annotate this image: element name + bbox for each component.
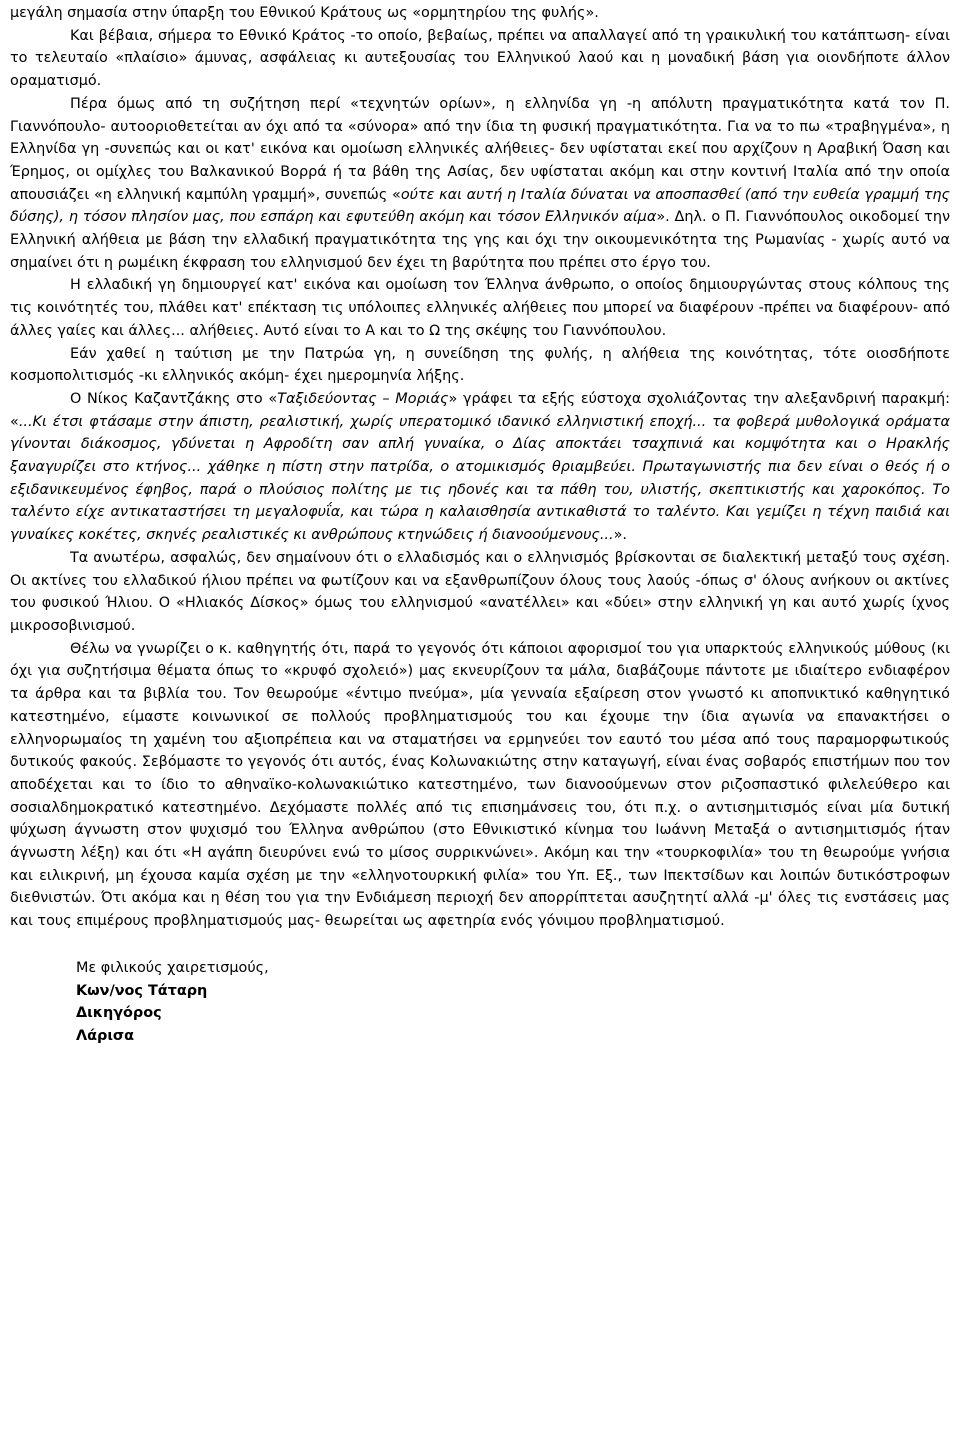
signature-name: Κων/νος Τάταρη <box>76 982 208 999</box>
paragraphs-paragraph <box>10 2 950 25</box>
text-segment: » γράφει τα εξής εύστοχα σχολιάζοντας την αλεξανδρινή παρακμή: « <box>10 390 950 430</box>
text-segment: Και βέβαια, σήμερα το Εθνικό Κράτος -το οποίο, βεβαίως, πρέπει να απαλλαγεί από τη γραικυλική του κατάπτωση- είναι το τελευταίο «πλαίσιο» άμυνας, ασφάλειας κι αυτεξουσίας του Ελληνικού λαού και η μοναδική βάση για οιονδήποτε άλλον οραματισμό. <box>10 27 950 90</box>
text-segment: μεγάλη σημασία στην ύπαρξη του Εθνικού Κράτους ως «ορμητηρίου της φυλής». <box>10 5 599 21</box>
text-segment: ούτε και αυτή η Ιταλία δύναται να αποσπασθεί (από την ευθεία γραμμή της δύσης), η τόσον πλησίον μας, που εσπάρη και εφυτεύθη ακόμη και τόσον Ελληνικόν αίμα <box>10 186 950 226</box>
text-segment: Η ελλαδική γη δημιουργεί κατ' εικόνα και ομοίωση τον Έλληνα άνθρωπο, ο οποίος δημιουργώντας στους κόλπους της τις κοινότητές του, πλάθει κατ' επέκταση τις υπόλοιπες ελληνικές αλήθειες που μπορεί να διαφέρουν -πρέπει να διαφέρουν- από άλλες γαίες και άλλες... αλήθειες. Αυτό είναι το Α και το Ω της σκέψης του Γιαννόπουλου. <box>10 277 950 339</box>
text-segment: Εάν χαθεί η ταύτιση με την Πατρώα γη, η συνείδηση της φυλής, η αλήθεια της κοινότητας, τότε οιοσδήποτε κοσμοπολιτισμός -κι ελληνικός ακόμη- έχει ημερομηνία λήξης. <box>10 345 950 385</box>
signature-role: Δικηγόρος <box>76 1005 162 1022</box>
text-segment: ». Δηλ. ο Π. Γιαννόπουλος οικοδομεί την Ελληνική αλήθεια με βάση την ελλαδική πραγματικότητα της γης και όχι την οικουμενικότητα της Ρωμανίας - χωρίς αυτό να σημαίνει ότι η ρωμέικη έκφραση του ελληνισμού δεν έχει τη βαρύτητα που πρέπει στο έργο του. <box>10 209 951 271</box>
paragraphs-paragraph <box>10 388 950 547</box>
text-segment: Πέρα όμως από τη συζήτηση περί «τεχνητών ορίων», η ελληνίδα γη -η απόλυτη πραγματικότητα κατά τον Π. Γιαννόπουλο- αυτοοριοθετείται αν όχι από τα «σύνορα» από την ίδια τη φυσική πραγματικότητα. Για να το πω «τραβηγμένα», η Ελληνίδα γη -συνεπώς και οι κατ' εικόνα και ομοίωση ελληνικές αλήθειες- δεν υφίσταται εκεί που αρχίζουν η Αραβική Όαση και Έρημος, οι ομίχλες του Βαλκανικού Βορρά ή τα βάθη της Ασίας, δεν υφίσταται ακόμη και στην κοντινή Ιταλία από την οποία απουσιάζει «η ελληνική καμπύλη γραμμή», συνεπώς « <box>10 95 950 203</box>
paragraphs-paragraph <box>10 547 950 638</box>
text-segment: ». <box>613 527 627 544</box>
paragraphs-paragraph <box>10 93 950 275</box>
paragraphs-paragraph <box>10 274 950 342</box>
paragraphs-paragraph <box>10 638 950 933</box>
text-segment: ...Κι έτσι φτάσαμε στην άπιστη, ρεαλιστική, χωρίς υπερατομικό ιδανικό ελληνιστική εποχή... τα φοβερά μυθολογικά οράματα γίνονται διάκοσμος, γδύνεται η Αφροδίτη σαν απλή γυναίκα, ο Δίας αποκτάει τσαχπινιά και κομψότητα και ο Ηρακλής ξαναγυρίζει στο κτήνος... χάθηκε η πίστη στην πατρίδα, ο ατομικισμός θριαμβεύει. Πρωταγωνιστής πια δεν είναι ο θεός ή ο εξιδανικευμένος έφηβος, παρά ο πλούσιος πολίτης με τις ηδονές και τα πάθη του, υλιστής, σκεπτικιστής και χαροκόπος. Το ταλέντο είχε αντικαταστήσει τη μεγαλοφυΐα, και τώρα η καλαισθησία αντικαθιστά το ταλέντο. Και γεμίζει η τέχνη παιδιά και γυναίκες κοκέτες, σκηνές ρεαλιστικές κι ανθρώπους κτηνώδεις ή διανοούμενους... <box>10 413 950 544</box>
signature-greeting: Με φιλικούς χαιρετισμούς, <box>76 959 269 976</box>
letter-body <box>10 2 950 933</box>
text-segment: Τα ανωτέρω, ασφαλώς, δεν σημαίνουν ότι ο ελλαδισμός και ο ελληνισμός βρίσκονται σε διαλεκτική μεταξύ τους σχέση. Οι ακτίνες του ελλαδικού ήλιου πρέπει να φωτίζουν και να εξανθρωπίζουν όλους τους λαούς -όπως σ' όλους ανήκουν οι ακτίνες του φυσικού Ήλιου. Ο «Ηλιακός Δίσκος» όμως του ελληνισμού «ανατέλλει» και «δύει» στην ελληνική γη και αυτό χωρίς ίχνος μικροσοβινισμού. <box>10 549 950 634</box>
signature-block <box>76 957 950 1048</box>
signature-city: Λάρισα <box>76 1027 135 1044</box>
paragraphs-paragraph <box>10 343 950 388</box>
text-segment: Θέλω να γνωρίζει ο κ. καθηγητής ότι, παρά το γεγονός ότι κάποιοι αφορισμοί του για υπαρκτούς ελληνικούς μύθους (κι όχι για συζητήσιμα θέματα όπως το «κρυφό σχολειό») μας εκνευρίζουν τα μάλα, διαβάζουμε πάντοτε με ιδιαίτερο ενδιαφέρον τα άρθρα και τα βιβλία του. Τον θεωρούμε «έντιμο πνεύμα», μία γενναία εξαίρεση στον γνωστό κι αποπνικτικό καθηγητικό κατεστημένο, είμαστε κοινωνικοί σε πολλούς προβληματισμούς του και έχουμε την ίδια αγωνία να επανακτήσει ο ελληνορωμαίος τη χαμένη του αξιοπρέπεια και να σταματήσει να ερμηνεύει τον εαυτό του μέσα από τους παραμορφωτικούς δυτικούς φακούς. Σεβόμαστε το γεγονός ότι αυτός, ένας Κολωνακιώτης στην καταγωγή, είναι ένας σοβαρός επιστήμων που τον αποδέχεται και το ίδιο το αθηναϊκο-κολωνακιώτικο κατεστημένο, των διανοούμενων στον ριζοσπαστικό φιλελεύθερο και σοσιαλδημοκρατικό κατεστημένο. Δεχόμαστε πολλές από τις επισημάνσεις του, ότι π.χ. ο αντισημιτισμός είναι μία δυτική ψύχωση άγνωστη στον ψυχισμό του Έλληνα ανθρώπου (στο Εθνικιστικό κίνημα του Ιωάννη Μεταξά ο αντισημιτισμός ήταν άγνωστη λέξη) και ότι «Η αγάπη διευρύνει ενώ το μίσος συρρικνώνει». Ακόμη και την «τουρκοφιλία» του τη θεωρούμε γνήσια και ειλικρινή, μη έχουσα καμία σχέση με την «ελληνοτουρκική φιλία» του Υπ. Εξ., των Ιπεκτσίδων και λοιπών δυτικόστροφων διεθνιστών. Ότι ακόμα και η θέση του για την Ενδιάμεση περιοχή δεν απορρίπτεται ασυζητητί αλλά -μ' όλες τις ενστάσεις μας και τους επιμέρους προβληματισμούς μας- θεωρείται ως αφετηρία ενός γόνιμου προβληματισμού. <box>10 640 950 930</box>
paragraphs-paragraph <box>10 25 950 93</box>
text-segment: Ο Νίκος Καζαντζάκης στο « <box>70 390 278 407</box>
text-segment: Ταξιδεύοντας – Μοριάς <box>277 390 449 407</box>
